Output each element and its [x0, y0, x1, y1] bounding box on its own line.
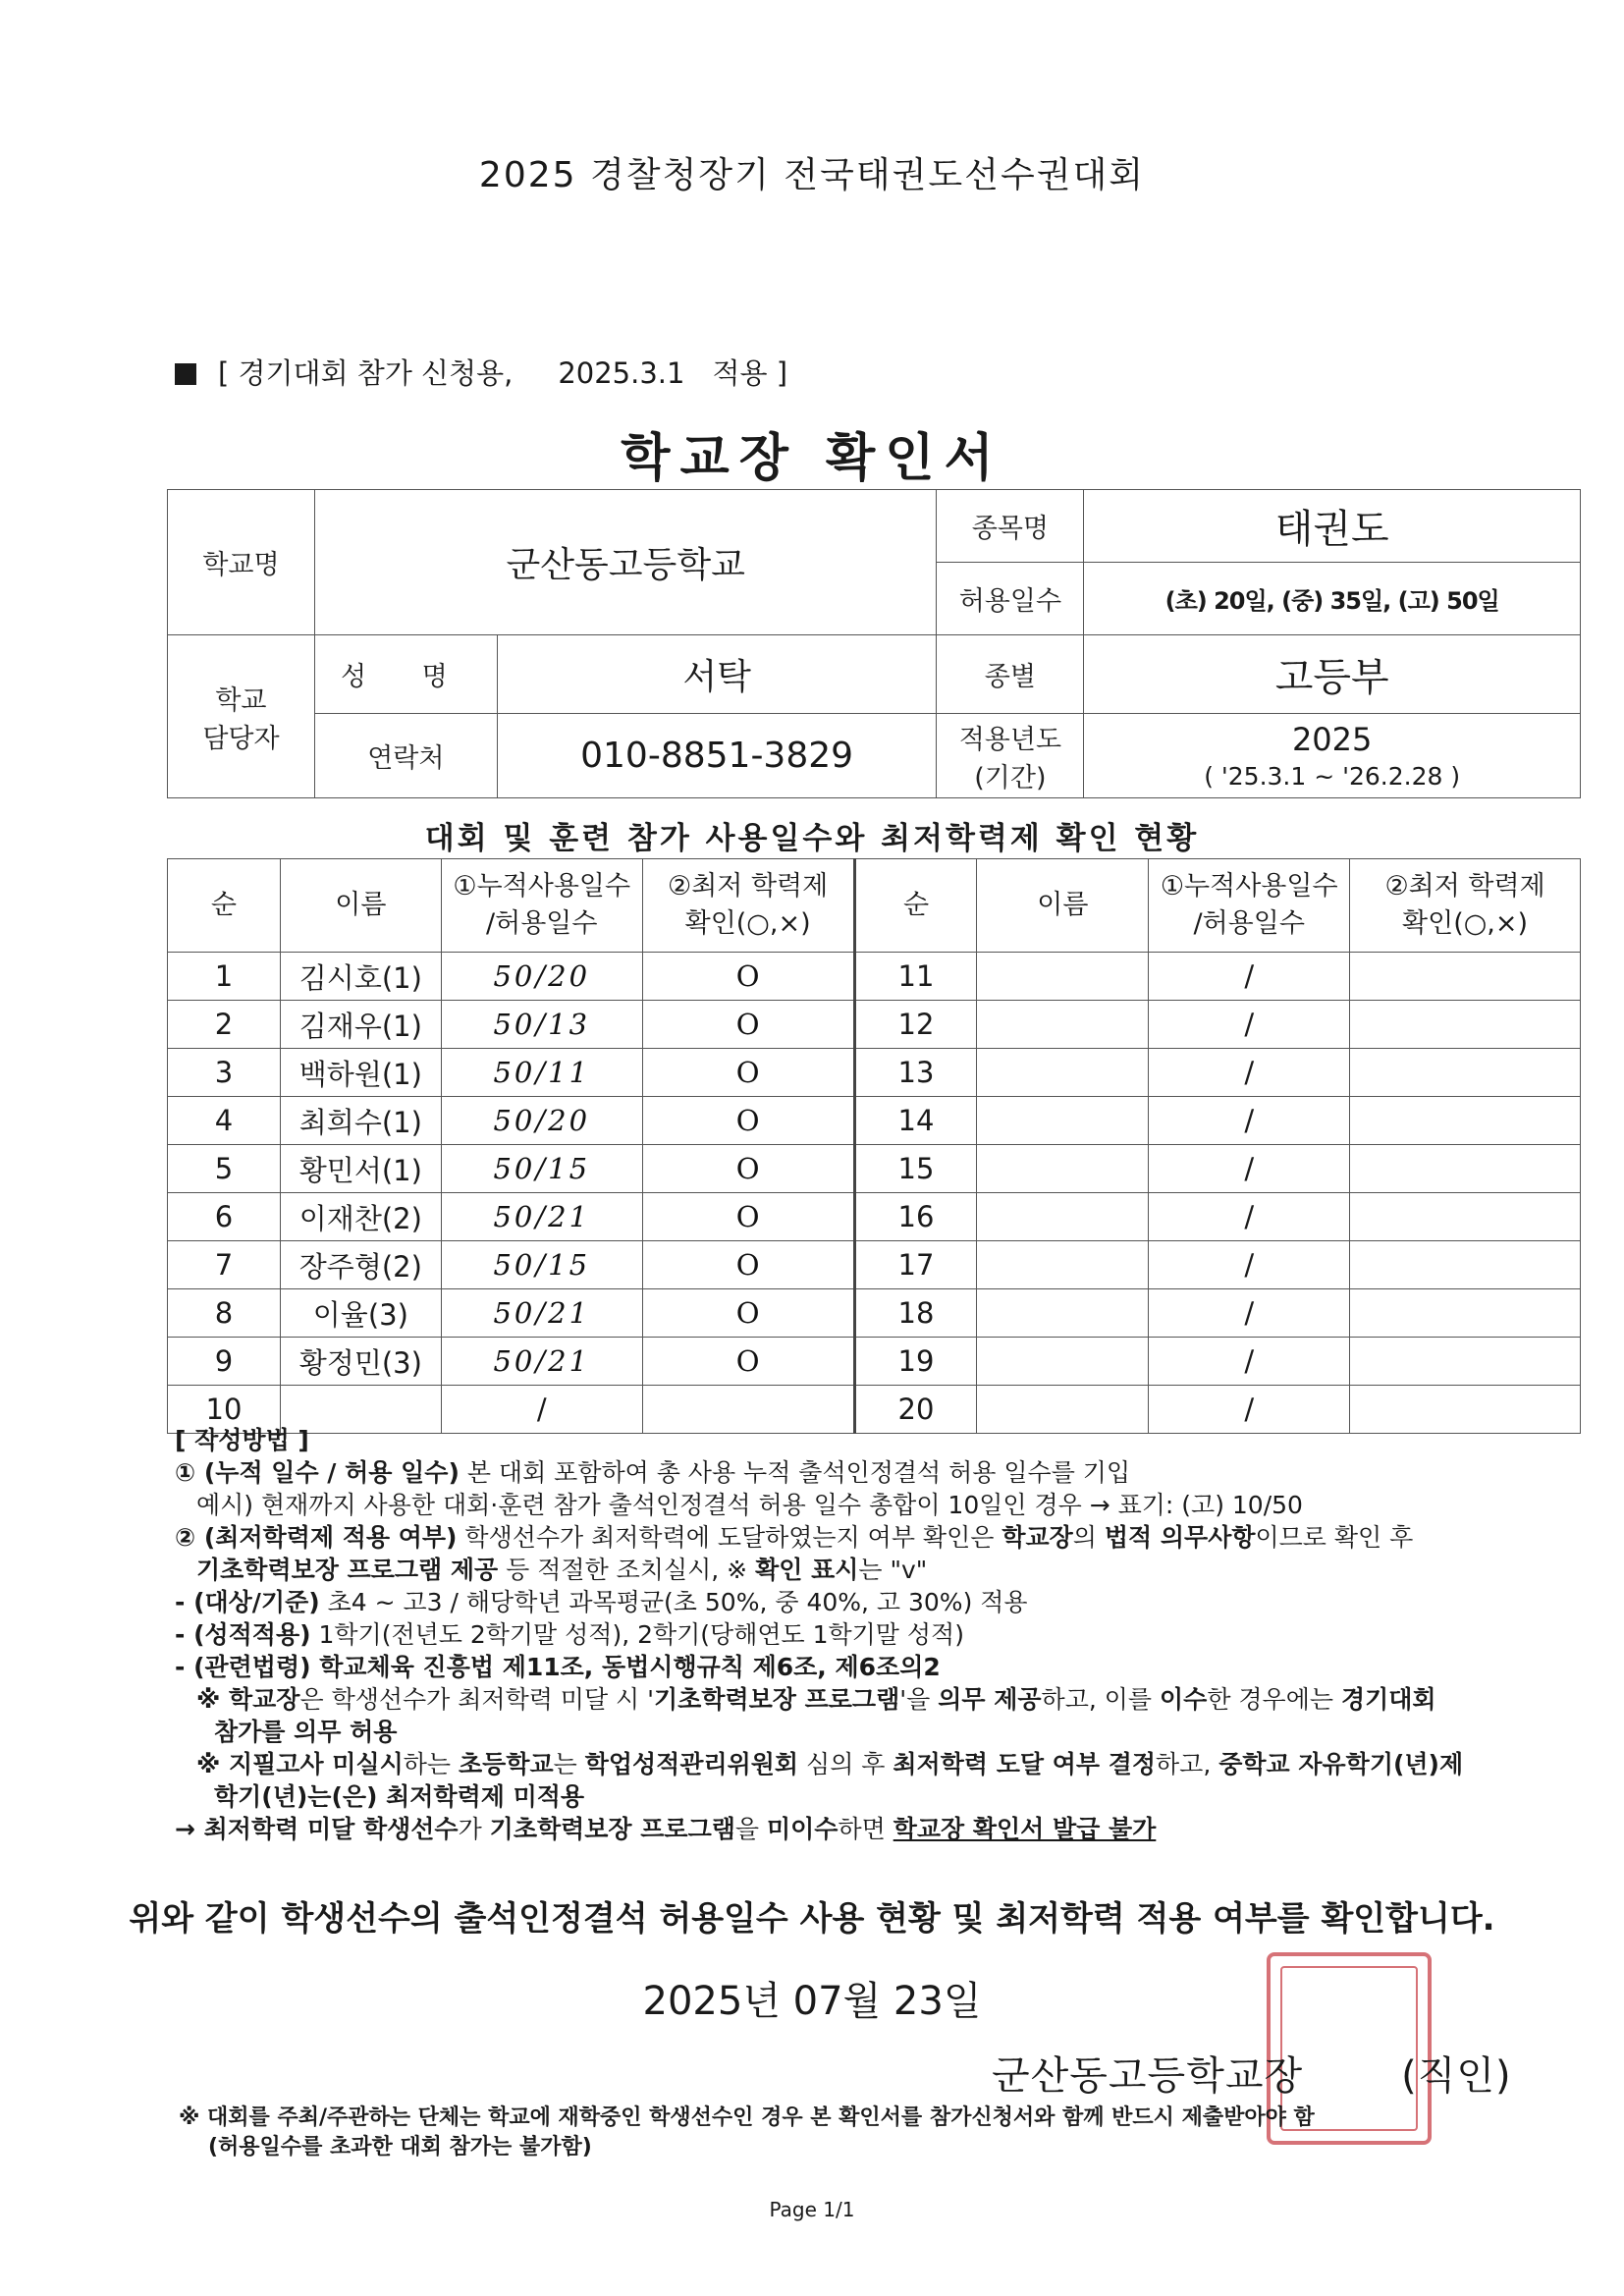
header-check-line2: 확인(○,×)	[684, 908, 811, 939]
arrow-text: 가	[458, 1815, 490, 1843]
seal-label: (직인)	[1401, 2053, 1512, 2099]
note-remark-1-line2: 참가를 의무 허용	[214, 1718, 398, 1746]
row-name	[977, 1338, 1149, 1386]
arrow-bold: 미이수	[767, 1815, 839, 1843]
note-2-text: 이므로 확인 후	[1255, 1523, 1414, 1552]
note-law	[175, 1651, 1589, 1683]
header-name-left: 이름	[280, 859, 441, 953]
row-no: 16	[854, 1193, 977, 1241]
note-target-text: 초4 ~ 고3 / 해당학년 과목평균(초 50%, 중 40%, 고 30%) 적용	[319, 1588, 1028, 1616]
note-1-lead: ① (누적 일수 / 허용 일수)	[175, 1458, 460, 1487]
header-check-left	[642, 859, 854, 953]
header-days-line1: ①누적사용일수	[1160, 871, 1338, 902]
note-grade	[175, 1618, 1589, 1651]
row-check: O	[642, 1049, 854, 1097]
row-days: 50/15	[441, 1241, 642, 1289]
instructions-heading: [ 작성방법 ]	[175, 1426, 309, 1454]
row-no: 7	[168, 1241, 281, 1289]
row-days: /	[1149, 1001, 1350, 1049]
note-2	[175, 1521, 1589, 1554]
row-name	[977, 1001, 1149, 1049]
allowed-days-label: 허용일수	[937, 563, 1084, 635]
note-2-text: 학생선수가 최저학력에 도달하였는지 여부 확인은	[457, 1523, 1002, 1552]
header-days-line2: /허용일수	[486, 908, 598, 939]
table-row	[168, 1193, 1581, 1241]
table-row	[168, 1049, 1581, 1097]
note-2-line2-end: 는 "v"	[858, 1556, 928, 1584]
row-days: 50/15	[441, 1145, 642, 1193]
table-row	[168, 1241, 1581, 1289]
row-days: /	[441, 1386, 642, 1434]
header-days-line1: ①누적사용일수	[453, 871, 631, 902]
note-2-line2-text: 등 적절한 조치실시, ※	[498, 1556, 756, 1584]
remark-bold: 기초학력보장 프로그램	[654, 1685, 900, 1714]
note-remark-1	[175, 1683, 1589, 1716]
remark-text: 하고, 이를	[1041, 1685, 1160, 1714]
sport-value: 태권도	[1084, 490, 1581, 563]
year-label	[937, 714, 1084, 798]
note-2-bold: 법적 의무사항	[1104, 1523, 1256, 1552]
row-days: 50/21	[441, 1193, 642, 1241]
remark-bold: 학업성적관리위원회	[584, 1750, 799, 1778]
period-value: ( '25.3.1 ~ '26.2.28 )	[1204, 762, 1461, 791]
form-note-suffix: 적용 ]	[712, 356, 788, 390]
header-check-line1: ②최저 학력제	[668, 871, 829, 902]
row-check: O	[642, 1097, 854, 1145]
row-days: 50/13	[441, 1001, 642, 1049]
note-grade-lead: - (성적적용)	[175, 1620, 311, 1649]
roster-table	[167, 858, 1581, 1434]
instructions-section	[175, 1424, 1589, 1845]
row-no: 15	[854, 1145, 977, 1193]
row-check: O	[642, 1145, 854, 1193]
row-days: /	[1149, 1386, 1350, 1434]
note-law-text: 학교체육 진흥법 제11조, 동법시행규칙 제6조, 제6조의2	[310, 1653, 941, 1681]
row-check: O	[642, 953, 854, 1001]
sport-label: 종목명	[937, 490, 1084, 563]
form-note-prefix: [ 경기대회 참가 신청용,	[218, 356, 514, 390]
arrow-bold: → 최저학력 미달 학생선수	[175, 1815, 459, 1843]
contact-value: 010-8851-3829	[497, 714, 937, 798]
row-check: O	[642, 1338, 854, 1386]
row-check	[1350, 1193, 1581, 1241]
remark-bold: 의무 제공	[938, 1685, 1042, 1714]
footnote-line2: (허용일수를 초과한 대회 참가는 불가함)	[208, 2135, 592, 2159]
header-days-line2: /허용일수	[1193, 908, 1305, 939]
row-name: 최희수(1)	[280, 1097, 441, 1145]
row-name	[977, 953, 1149, 1001]
manager-label-line1: 학교	[215, 684, 267, 716]
row-no: 3	[168, 1049, 281, 1097]
row-no: 6	[168, 1193, 281, 1241]
school-label: 학교명	[168, 490, 315, 635]
note-1-example: 예시) 현재까지 사용한 대회·훈련 참가 출석인정결석 허용 일수 총합이 10일인 경우 → 표기: (고) 10/50	[196, 1491, 1303, 1519]
event-title: 2025 경찰청장기 전국태권도선수권대회	[478, 155, 1146, 195]
header-check-line2: 확인(○,×)	[1402, 908, 1529, 939]
row-no: 20	[854, 1386, 977, 1434]
arrow-text: 을	[734, 1815, 767, 1843]
table-row	[168, 1001, 1581, 1049]
remark-bold: 경기대회	[1340, 1685, 1436, 1714]
header-no-right: 순	[854, 859, 977, 953]
manager-label	[168, 635, 315, 798]
header-days-right	[1149, 859, 1350, 953]
row-name	[977, 1241, 1149, 1289]
page-number: Page 1/1	[769, 2198, 855, 2221]
row-days: 50/21	[441, 1289, 642, 1338]
row-name: 김재우(1)	[280, 1001, 441, 1049]
name-label: 성 명	[314, 635, 497, 714]
row-no: 8	[168, 1289, 281, 1338]
note-law-lead: - (관련법령)	[175, 1653, 311, 1681]
remark-text: 한 경우에는	[1207, 1685, 1341, 1714]
row-name	[977, 1049, 1149, 1097]
row-check	[1350, 1241, 1581, 1289]
table-row	[168, 1145, 1581, 1193]
footnote	[179, 2104, 1573, 2162]
row-name: 황정민(3)	[280, 1338, 441, 1386]
row-days: /	[1149, 1338, 1350, 1386]
header-check-right	[1350, 859, 1581, 953]
header-no-left: 순	[168, 859, 281, 953]
note-target	[175, 1586, 1589, 1618]
remark-text: 심의 후	[798, 1750, 893, 1778]
remark-bold: ※ 지필고사 미실시	[196, 1750, 404, 1778]
row-days: 50/11	[441, 1049, 642, 1097]
year-cell	[1084, 714, 1581, 798]
note-2-line2-bold: 기초학력보장 프로그램 제공	[196, 1556, 499, 1584]
remark-text: 은 학생선수가 최저학력 미달 시 '	[299, 1685, 655, 1714]
remark-text: 는	[553, 1750, 585, 1778]
note-remark-2	[175, 1748, 1589, 1780]
row-check	[1350, 1097, 1581, 1145]
note-2-line2-mark: 확인 표시	[755, 1556, 859, 1584]
info-table	[167, 489, 1581, 798]
row-days: /	[1149, 1145, 1350, 1193]
year-label-line1: 적용년도	[958, 724, 1062, 755]
row-days: /	[1149, 1241, 1350, 1289]
row-name: 장주형(2)	[280, 1241, 441, 1289]
table-row	[168, 1338, 1581, 1386]
signer-line	[992, 2045, 1512, 2101]
arrow-text: 하면	[838, 1815, 893, 1843]
signer-name: 군산동고등학교장	[992, 2053, 1304, 2099]
note-1-text: 본 대회 포함하여 총 사용 누적 출석인정결석 허용 일수를 기입	[459, 1458, 1131, 1487]
roster-header-row	[168, 859, 1581, 953]
row-no: 2	[168, 1001, 281, 1049]
remark-text: '을	[899, 1685, 939, 1714]
manager-label-line2: 담당자	[202, 723, 280, 754]
row-no: 19	[854, 1338, 977, 1386]
row-days: /	[1149, 1289, 1350, 1338]
year-value: 2025	[1291, 721, 1373, 758]
row-name: 이재찬(2)	[280, 1193, 441, 1241]
remark-bold: ※ 학교장	[196, 1685, 300, 1714]
row-name: 황민서(1)	[280, 1145, 441, 1193]
note-target-lead: - (대상/기준)	[175, 1588, 320, 1616]
row-no: 10	[168, 1386, 281, 1434]
row-no: 5	[168, 1145, 281, 1193]
contact-label: 연락처	[314, 714, 497, 798]
table-row	[168, 1097, 1581, 1145]
row-name: 이율(3)	[280, 1289, 441, 1338]
school-name: 군산동고등학교	[314, 490, 937, 635]
row-no: 14	[854, 1097, 977, 1145]
row-days: 50/20	[441, 953, 642, 1001]
allowed-days-value: (초) 20일, (중) 35일, (고) 50일	[1084, 563, 1581, 635]
black-square-icon	[175, 363, 196, 385]
note-remark-2-line2: 학기(년)는(은) 최저학력제 미적용	[214, 1782, 585, 1811]
row-check	[1350, 1338, 1581, 1386]
note-2-bold: 학교장	[1001, 1523, 1073, 1552]
row-check	[1350, 1001, 1581, 1049]
table-row	[168, 1289, 1581, 1338]
row-check: O	[642, 1241, 854, 1289]
row-name	[977, 1193, 1149, 1241]
arrow-bold: 기초학력보장 프로그램	[489, 1815, 735, 1843]
row-days: 50/20	[441, 1097, 642, 1145]
row-days: /	[1149, 1049, 1350, 1097]
row-check	[1350, 953, 1581, 1001]
form-note-date: 2025.3.1	[558, 356, 685, 390]
note-arrow	[175, 1813, 1589, 1845]
row-check	[1350, 1289, 1581, 1338]
document-title: 학교장 확인서	[621, 429, 1003, 488]
manager-name: 서탁	[497, 635, 937, 714]
remark-bold: 초등학교	[459, 1750, 554, 1778]
row-name	[977, 1097, 1149, 1145]
note-2-lead: ② (최저학력제 적용 여부)	[175, 1523, 458, 1552]
header-name-right: 이름	[977, 859, 1149, 953]
row-no: 18	[854, 1289, 977, 1338]
row-check	[1350, 1049, 1581, 1097]
row-no: 1	[168, 953, 281, 1001]
header-days-left	[441, 859, 642, 953]
remark-bold: 최저학력 도달 여부 결정	[893, 1750, 1157, 1778]
row-check	[1350, 1145, 1581, 1193]
note-2-line2	[175, 1554, 1589, 1586]
roster-title: 대회 및 훈련 참가 사용일수와 최저학력제 확인 현황	[424, 821, 1200, 856]
row-no: 12	[854, 1001, 977, 1049]
row-days: /	[1149, 1097, 1350, 1145]
row-check: O	[642, 1289, 854, 1338]
row-days: 50/21	[441, 1338, 642, 1386]
note-1	[175, 1456, 1589, 1489]
row-name: 백하원(1)	[280, 1049, 441, 1097]
division-value: 고등부	[1084, 635, 1581, 714]
row-no: 4	[168, 1097, 281, 1145]
remark-text: 하고,	[1156, 1750, 1219, 1778]
row-name	[977, 1289, 1149, 1338]
row-days: /	[1149, 1193, 1350, 1241]
row-no: 17	[854, 1241, 977, 1289]
confirmation-statement: 위와 같이 학생선수의 출석인정결석 허용일수 사용 현황 및 최저학력 적용 여부를 확인합니다.	[129, 1899, 1495, 1939]
division-label: 종별	[937, 635, 1084, 714]
row-name	[977, 1145, 1149, 1193]
remark-bold: 이수	[1160, 1685, 1208, 1714]
footnote-line1: ※ 대회를 주최/주관하는 단체는 학교에 재학중인 학생선수인 경우 본 확인서를 참가신청서와 함께 반드시 제출받아야 함	[179, 2105, 1315, 2130]
header-check-line1: ②최저 학력제	[1384, 871, 1545, 902]
note-grade-text: 1학기(전년도 2학기말 성적), 2학기(당해연도 1학기말 성적)	[310, 1620, 964, 1649]
year-label-line2: (기간)	[974, 762, 1047, 793]
remark-text: 하는	[403, 1750, 460, 1778]
remark-bold: 중학교 자유학기(년)제	[1218, 1750, 1464, 1778]
row-name: 김시호(1)	[280, 953, 441, 1001]
form-note	[175, 352, 787, 392]
issue-date: 2025년 07월 23일	[642, 1979, 982, 2024]
row-check: O	[642, 1193, 854, 1241]
row-no: 13	[854, 1049, 977, 1097]
row-check: O	[642, 1001, 854, 1049]
table-row	[168, 953, 1581, 1001]
note-2-text: 의	[1072, 1523, 1105, 1552]
row-no: 9	[168, 1338, 281, 1386]
arrow-bold: 학교장 확인서 발급 불가	[893, 1815, 1157, 1843]
row-no: 11	[854, 953, 977, 1001]
row-days: /	[1149, 953, 1350, 1001]
